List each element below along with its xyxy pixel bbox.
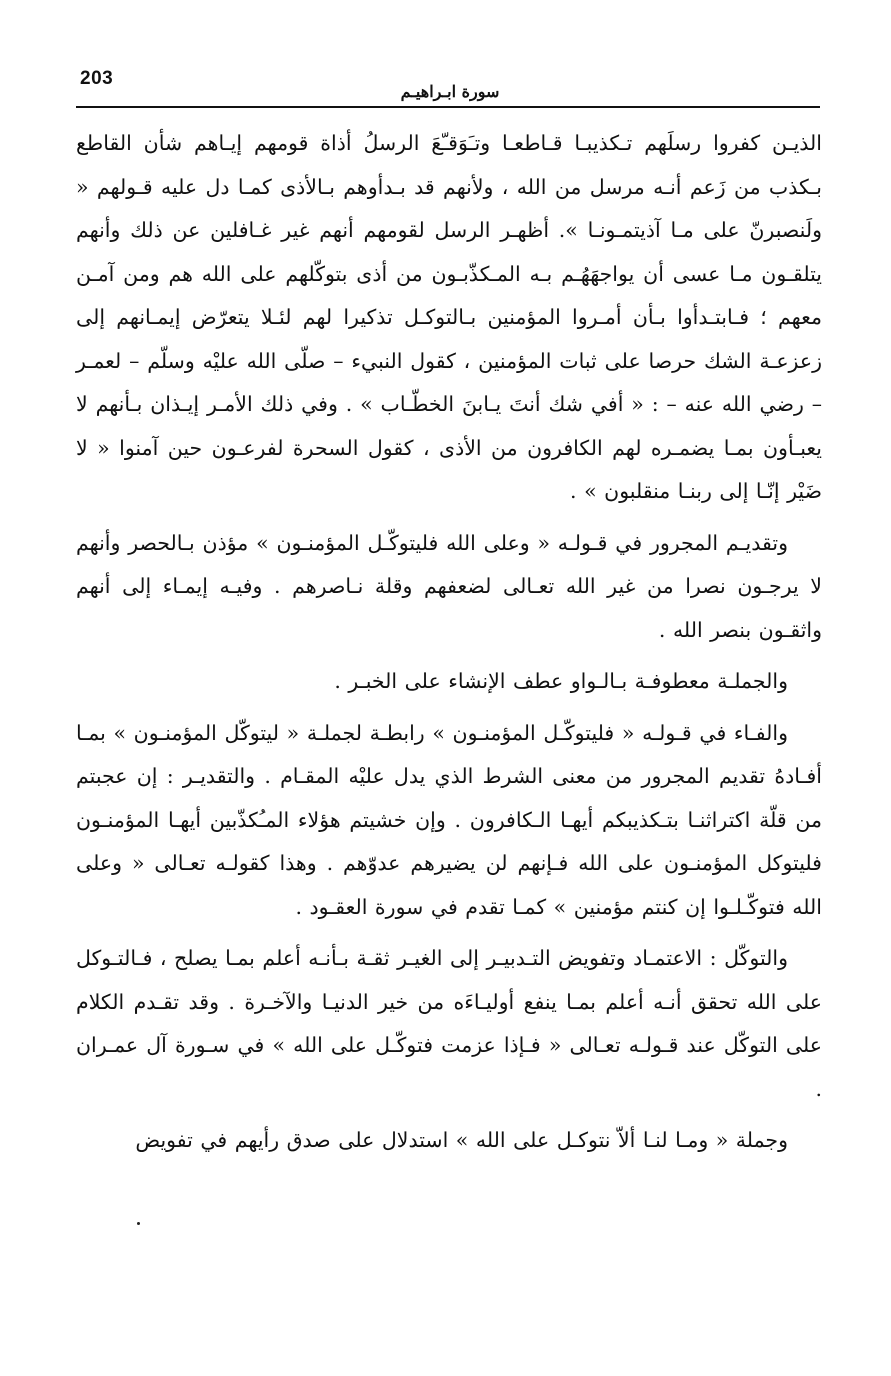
body-text xyxy=(76,122,822,1163)
paragraph-5: والتوكّل : الاعتمـاد وتفويض التـدبيـر إلى الغيـر ثقـة بـأنـه أعلم بمـا يصلح ، فـالتـوكل على الله تحقق أنـه أعلم بمـا ينفع أوليـاءَه من خير الدنيـا والآخـرة . وقد تقـدم الكلام على التوكّل عند قـولـه تعـالى « فـإذا عزمت فتوكّـل على الله » في سـورة آل عمـران . xyxy=(76,946,822,1101)
paragraph-2: وتقديـم المجرور في قـولـه « وعلى الله فليتوكّـل المؤمنـون » مؤذن بـالحصر وأنهم لا يرجـون نصرا من غير الله تعـالى لضعفهم وقلة نـاصرهم . وفيـه إيمـاء إلى أنهم واثقـون بنصر الله . xyxy=(76,530,822,642)
paragraph-6: وجملة « ومـا لنـا ألاّ نتوكـل على الله » استدلال على صدق رأيهم في تفويض xyxy=(135,1128,788,1152)
ink-speck xyxy=(137,1222,140,1225)
paragraph-1: الذيـن كفروا رسلَهم تـكذيبـا قـاطعـا وتـَوَقـّعَ الرسلُ أذاة قومهم إيـاهم شأن القاطع بـكذب من زَعم أنـه مرسل من الله ، ولأنهم قد بـدأوهم بـالأذى كمـا دل عليه قـولهم « ولَنصبرنّ على مـا آذيتمـونـا ». أظهـر الرسل لقومهم أنهم غير غـافلين عن ذلك وأنهم يتلقـون مـا عسى أن يواجهَهُـم بـه المـكذّبـون من أذى بتوكّلهم على الله هم ومن آمـن معهم ؛ فـابتـدأوا بـأن أمـروا المؤمنين بـالتوكـل تذكيرا لهم لئـلا يتعرّض إيمـانهم إلى زعزعـة الشك حرصا على ثبات المؤمنين ، كقول النبيء – صلّى الله عليْه وسلّم – لعمـر – رضي الله عنه – : « أفي شك أنتَ يـابنَ الخطّـاب » . وفي ذلك الأمـر إيـذان بـأنهم لا يعبـأون بمـا يضمـره لهم الكافرون من الأذى ، كقول السحرة لفرعـون حين آمنوا « لا ضَيْر إنّـا إلى ربنـا منقلبون » . xyxy=(76,131,822,503)
page-number: 203 xyxy=(80,68,114,89)
paragraph-3: والجملـة معطوفـة بـالـواو عطف الإنشاء على الخبـر . xyxy=(334,669,788,693)
running-title: سورة ابـراهيـم xyxy=(400,82,500,101)
paragraph-4: والفـاء في قـولـه « فليتوكّـل المؤمنـون » رابطـة لجملـة « ليتوكّل المؤمنـون » بمـا أفـادهُ تقديم المجرور من معنى الشرط الذي يدل عليْه المقـام . والتقديـر : إن عجبتم من قلّة اكتراثنـا بتـكذيبكم أيهـا الـكافرون . وإن خشيتم هؤلاء المـُكذّبين أيهـا المؤمنـون فليتوكل المؤمنـون على الله فـإنهم لن يضيرهم عدوّهم . وهذا كقولـه تعـالى « وعلى الله فتوكّـلـوا إن كنتم مؤمنين » كمـا تقدم في سورة العقـود . xyxy=(76,720,822,919)
header-rule xyxy=(76,106,820,108)
